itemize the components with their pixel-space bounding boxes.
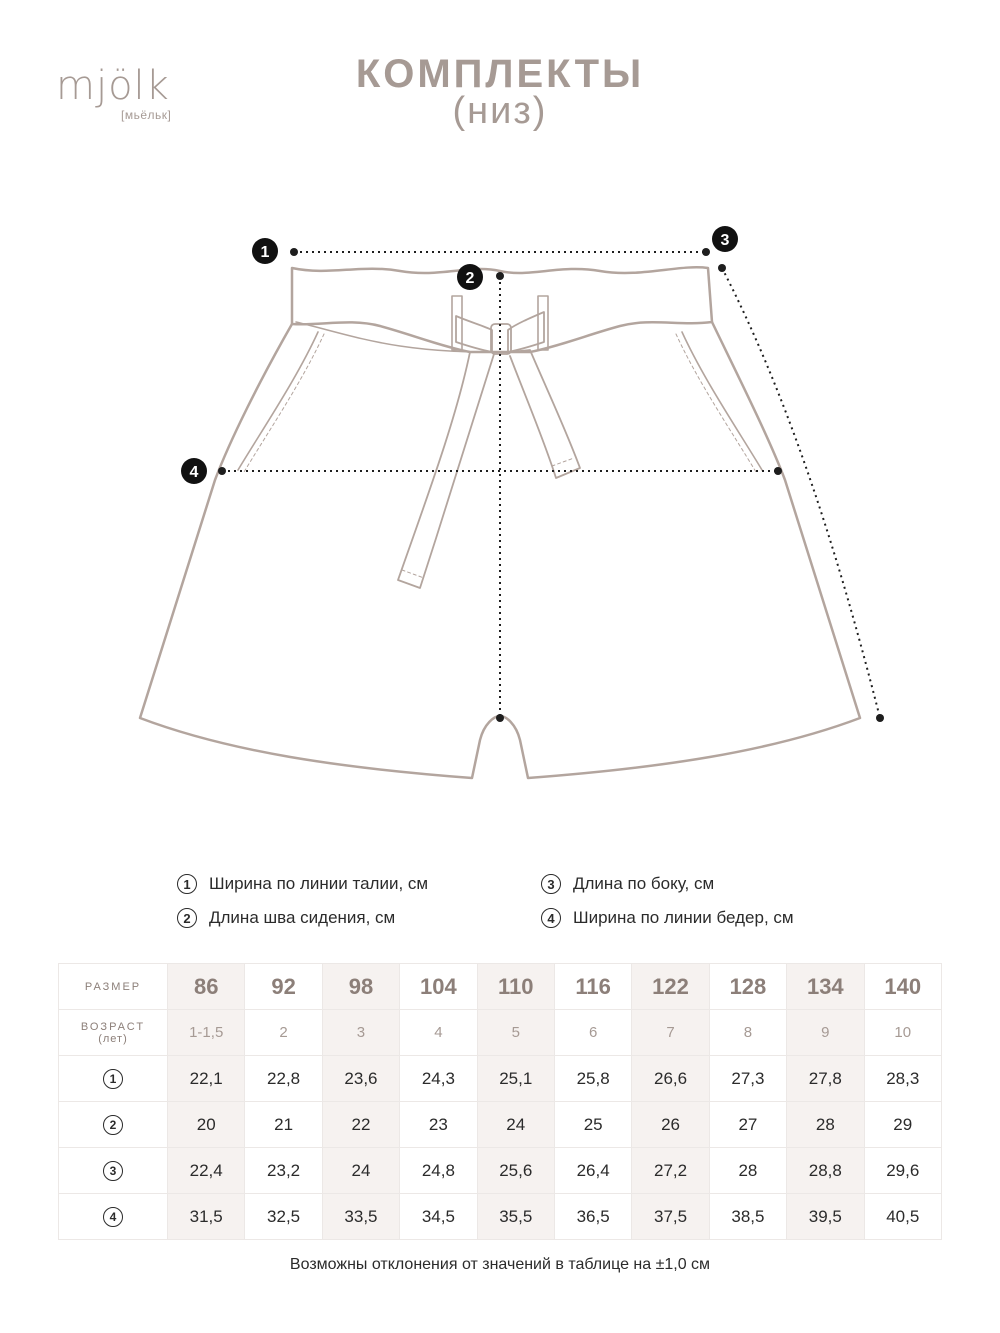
value-cell: 20	[168, 1102, 245, 1148]
value-cell: 24	[477, 1102, 554, 1148]
table-row-ages	[59, 1010, 942, 1056]
table-row-measurement-1	[59, 1056, 942, 1102]
value-cell: 28	[787, 1102, 864, 1148]
value-cell: 25	[554, 1102, 631, 1148]
marker-1	[252, 238, 278, 264]
size-cell: 98	[322, 964, 399, 1010]
value-cell: 39,5	[787, 1194, 864, 1240]
page-title: КОМПЛЕКТЫ	[355, 52, 645, 96]
table-row-measurement-3	[59, 1148, 942, 1194]
age-cell: 3	[322, 1010, 399, 1056]
row-marker: 2	[103, 1115, 123, 1135]
tolerance-note: Возможны отклонения от значений в таблице на ±1,0 см	[289, 1256, 711, 1273]
value-cell: 21	[245, 1102, 322, 1148]
size-cell: 140	[864, 964, 941, 1010]
value-cell: 24,8	[400, 1148, 477, 1194]
size-cell: 122	[632, 964, 709, 1010]
size-cell: 92	[245, 964, 322, 1010]
legend-item-side-length	[541, 874, 714, 894]
value-cell: 22,1	[168, 1056, 245, 1102]
value-cell: 27,2	[632, 1148, 709, 1194]
size-cell: 116	[554, 964, 631, 1010]
age-cell: 4	[400, 1010, 477, 1056]
row-marker: 3	[103, 1161, 123, 1181]
legend-marker: 2	[177, 908, 197, 928]
size-header: РАЗМЕР	[59, 964, 168, 1010]
value-cell: 22,4	[168, 1148, 245, 1194]
value-cell: 22	[322, 1102, 399, 1148]
value-cell: 40,5	[864, 1194, 941, 1240]
value-cell: 25,8	[554, 1056, 631, 1102]
age-cell: 1-1,5	[168, 1010, 245, 1056]
legend-marker: 3	[541, 874, 561, 894]
value-cell: 24,3	[400, 1056, 477, 1102]
marker-4	[181, 458, 207, 484]
value-cell: 23,2	[245, 1148, 322, 1194]
value-cell: 22,8	[245, 1056, 322, 1102]
value-cell: 28,3	[864, 1056, 941, 1102]
legend-marker: 4	[541, 908, 561, 928]
svg-text:4: 4	[189, 464, 199, 481]
value-cell: 23,6	[322, 1056, 399, 1102]
value-cell: 34,5	[400, 1194, 477, 1240]
value-cell: 24	[322, 1148, 399, 1194]
row-marker-cell	[59, 1056, 168, 1102]
svg-text:2: 2	[465, 270, 475, 287]
age-cell: 8	[709, 1010, 786, 1056]
legend-marker: 1	[177, 874, 197, 894]
age-header-label: ВОЗРАСТ	[80, 1020, 146, 1033]
value-cell: 23	[400, 1102, 477, 1148]
value-cell: 27	[709, 1102, 786, 1148]
age-cell: 2	[245, 1010, 322, 1056]
table-row-measurement-4	[59, 1194, 942, 1240]
value-cell: 26,6	[632, 1056, 709, 1102]
legend-label: Длина шва сидения, см	[209, 908, 396, 927]
marker-2	[457, 264, 483, 290]
size-table	[58, 963, 942, 1240]
value-cell: 29	[864, 1102, 941, 1148]
size-cell: 134	[787, 964, 864, 1010]
value-cell: 35,5	[477, 1194, 554, 1240]
brand-subtitle: [мьёльк]	[121, 108, 172, 122]
legend-label: Длина по боку, см	[573, 874, 715, 893]
side-length-line	[722, 268, 880, 718]
legend-item-waist-width	[177, 874, 428, 894]
legend-label: Ширина по линии талии, см	[209, 874, 429, 893]
value-cell: 36,5	[554, 1194, 631, 1240]
value-cell: 25,6	[477, 1148, 554, 1194]
value-cell: 25,1	[477, 1056, 554, 1102]
value-cell: 29,6	[864, 1148, 941, 1194]
measurement-points	[218, 248, 884, 722]
age-cell: 7	[632, 1010, 709, 1056]
value-cell: 26,4	[554, 1148, 631, 1194]
age-cell: 10	[864, 1010, 941, 1056]
value-cell: 27,8	[787, 1056, 864, 1102]
svg-text:1: 1	[260, 244, 270, 261]
age-header-unit: (лет)	[98, 1032, 128, 1045]
row-marker: 4	[103, 1207, 123, 1227]
table-row-measurement-2	[59, 1102, 942, 1148]
svg-text:3: 3	[720, 232, 730, 249]
row-marker-cell	[59, 1148, 168, 1194]
value-cell: 31,5	[168, 1194, 245, 1240]
legend-item-seat-seam	[177, 908, 395, 928]
size-cell: 86	[168, 964, 245, 1010]
size-cell: 104	[400, 964, 477, 1010]
value-cell: 37,5	[632, 1194, 709, 1240]
size-cell: 110	[477, 964, 554, 1010]
size-cell: 128	[709, 964, 786, 1010]
value-cell: 28,8	[787, 1148, 864, 1194]
value-cell: 33,5	[322, 1194, 399, 1240]
value-cell: 32,5	[245, 1194, 322, 1240]
row-marker-cell	[59, 1194, 168, 1240]
age-header	[59, 1010, 168, 1056]
measurement-lines	[222, 252, 880, 718]
row-marker: 1	[103, 1069, 123, 1089]
page-subtitle: (низ)	[452, 90, 548, 132]
age-cell: 5	[477, 1010, 554, 1056]
value-cell: 38,5	[709, 1194, 786, 1240]
value-cell: 26	[632, 1102, 709, 1148]
age-cell: 6	[554, 1010, 631, 1056]
age-cell: 9	[787, 1010, 864, 1056]
marker-3	[712, 226, 738, 252]
legend-item-hip-width	[541, 908, 794, 928]
value-cell: 28	[709, 1148, 786, 1194]
table-row-sizes	[59, 964, 942, 1010]
value-cell: 27,3	[709, 1056, 786, 1102]
brand-name: mjölk	[56, 63, 170, 109]
legend-label: Ширина по линии бедер, см	[573, 908, 794, 927]
row-marker-cell	[59, 1102, 168, 1148]
